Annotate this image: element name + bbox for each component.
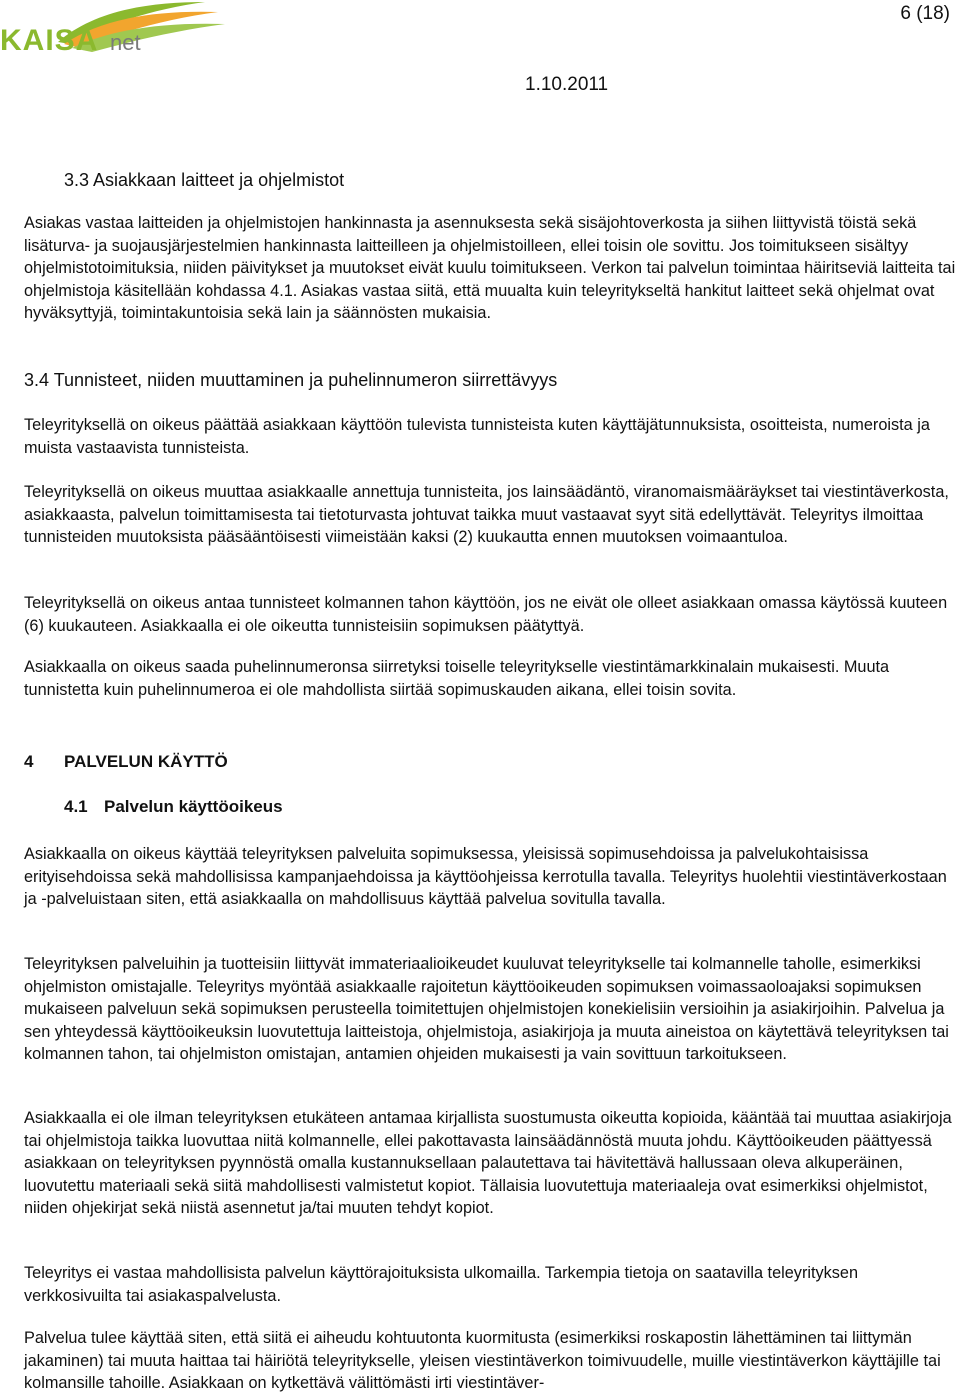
section-heading-3-3: 3.3 Asiakkaan laitteet ja ohjelmistot — [64, 170, 345, 190]
section-body-4-1 — [24, 1327, 958, 1395]
paragraph: Asiakkaalla on oikeus käyttää teleyrityksen palveluita sopimuksessa, yleisissä sopimusehdoissa ja palvelukohtaisissa erityisehdoissa sekä mahdollisissa kampanjaehdoissa ja käyttöohjeissa kerrotulla tavalla. Teleyritys huolehtii viestintäverkostaan ja -palveluistaan siten, että asiakkaalla on mahdollisuus käyttää palvelua sovitulla tavalla. — [24, 845, 947, 908]
paragraph: Asiakas vastaa laitteiden ja ohjelmistojen hankinnasta ja asennuksesta sekä sisäjohtoverkosta ja siihen liittyvistä töistä sekä lisäturva- ja suojausjärjestelmien hankinnasta laitteilleen ja ohjelmistoilleen, ellei toisin ole sovittu. Jos toimitukseen sisältyy ohjelmistotoimituksia, niiden päivitykset ja muutokset eivät kuulu toimitukseen. Verkon tai palvelun toimintaa häiritseviä laitteita tai ohjelmistoja käsitellään kohdassa 4.1. Asiakas vastaa siitä, että muualta kuin teleyritykseltä hankitut laitteet sekä ohjelmat ovat hyväksyttyjä, toimintakuntoisia sekä lain ja säännösten mukaisia. — [24, 214, 956, 322]
section-number: 4.1 — [64, 797, 88, 816]
section-body-3-4 — [24, 481, 958, 549]
section-title: Palvelun käyttöoikeus — [104, 797, 283, 816]
paragraph: Teleyritys ei vastaa mahdollisista palvelun käyttörajoituksista ulkomailla. Tarkempia tietoja on saatavilla teleyrityksen verkkosivuilta tai asiakaspalvelusta. — [24, 1264, 859, 1305]
section-heading-3-4: 3.4 Tunnisteet, niiden muuttaminen ja puhelinnumeron siirrettävyys — [24, 370, 558, 390]
paragraph: Palvelua tulee käyttää siten, että siitä ei aiheudu kohtuutonta kuormitusta (esimerkiksi roskapostin lähettäminen tai liittymän jakaminen) tai muuta haittaa tai häiriötä teleyritykselle, yleisen viestintäverkon toimivuudelle, muille viestintäverkon käyttäjille tai kolmansille tahoille. Asiakkaan on kytkettävä välittömästi irti viestintäver- — [24, 1329, 941, 1392]
paragraph: Asiakkaalla ei ole ilman teleyrityksen etukäteen antamaa kirjallista suostumusta oikeutta kopioida, kääntää tai muuttaa asiakirjoja tai ohjelmistoja taikka luovuttaa niitä kolmannelle, ellei pakottavasta lainsäädännöstä muuta johdu. Käyttöoikeuden päättyessä asiakkaan on teleyrityksen pyynnöstä omalla kustannuksellaan palautettava tai hävitettävä hallussaan oleva alkuperäinen, luovutettu materiaali sekä siitä mahdollisesti valmistetut kopiot. Tällaisia luovutettuja materiaaleja ovat esimerkiksi ohjelmistot, niiden ohjekirjat sekä niistä asennetut ja/tai muuten tehdyt kopiot. — [24, 1109, 952, 1217]
section-body-3-4 — [24, 656, 958, 701]
section-body-3-4 — [24, 414, 958, 459]
section-body-4-1 — [24, 1107, 958, 1220]
section-body-4-1 — [24, 953, 958, 1066]
section-body-4-1 — [24, 843, 958, 911]
section-heading-4-1 — [64, 797, 283, 817]
section-body-3-4 — [24, 592, 958, 637]
section-number: 4 — [24, 752, 34, 771]
paragraph: Teleyrityksellä on oikeus päättää asiakkaan käyttöön tulevista tunnisteista kuten käyttäjätunnuksista, osoitteista, numeroista ja muista vastaavista tunnisteista. — [24, 416, 930, 457]
section-body-4-1 — [24, 1262, 958, 1307]
kaisanet-logo — [0, 0, 240, 62]
section-title: PALVELUN KÄYTTÖ — [64, 752, 228, 771]
paragraph: Asiakkaalla on oikeus saada puhelinnumeronsa siirretyksi toiselle teleyritykselle viestintämarkkinalain mukaisesti. Muuta tunnistetta kuin puhelinnumeroa ei ole mahdollista siirtää sopimuskauden aikana, ellei toisin sovita. — [24, 658, 890, 699]
document-date: 1.10.2011 — [525, 74, 609, 95]
paragraph: Teleyrityksen palveluihin ja tuotteisiin liittyvät immateriaalioikeudet kuuluvat teleyritykselle tai kolmannelle taholle, esimerkiksi ohjelmiston omistajalle. Teleyritys myöntää asiakkaalle rajoitetun käyttöoikeuden sopimuksen voimassaoloajaksi sopimuksen mukaiseen palveluun sekä sopimuksen perusteella toimitettujen ohjelmistojen konekielisiin versioihin ja asiakirjoihin. Palvelua ja sen yhteydessä käyttöoikeuksin luovutettuja laitteistoja, ohjelmistoja, asiakirjoja ja muuta aineistoa on käytettävä teleyrityksen tai kolmannen tahon, tai ohjelmiston omistajan, antamien ohjeiden mukaisesti ja vain sovittuun tarkoitukseen. — [24, 955, 949, 1063]
paragraph: Teleyrityksellä on oikeus muuttaa asiakkaalle annettuja tunnisteita, jos lainsäädäntö, viranomaismääräykset tai viestintäverkosta, asiakkaasta, palvelun toimittamisesta tai tietoturvasta johtuvat taikka muut vastaavat syyt sitä edellyttävät. Teleyritys ilmoittaa tunnisteiden muutoksista pääsääntöisesti viimeistään kaksi (2) kuukautta ennen muutoksen voimaantuloa. — [24, 483, 949, 546]
section-heading-4 — [24, 752, 228, 772]
page-number: 6 (18) — [900, 3, 950, 24]
logo-suffix: net — [110, 30, 141, 55]
logo-text: KAISA — [0, 24, 99, 57]
section-body-3-3 — [24, 212, 958, 325]
paragraph: Teleyrityksellä on oikeus antaa tunnisteet kolmannen tahon käyttöön, jos ne eivät ole olleet asiakkaan omassa käytössä kuuteen (6) kuukauteen. Asiakkaalla ei ole oikeutta tunnisteisiin sopimuksen päätyttyä. — [24, 594, 948, 635]
